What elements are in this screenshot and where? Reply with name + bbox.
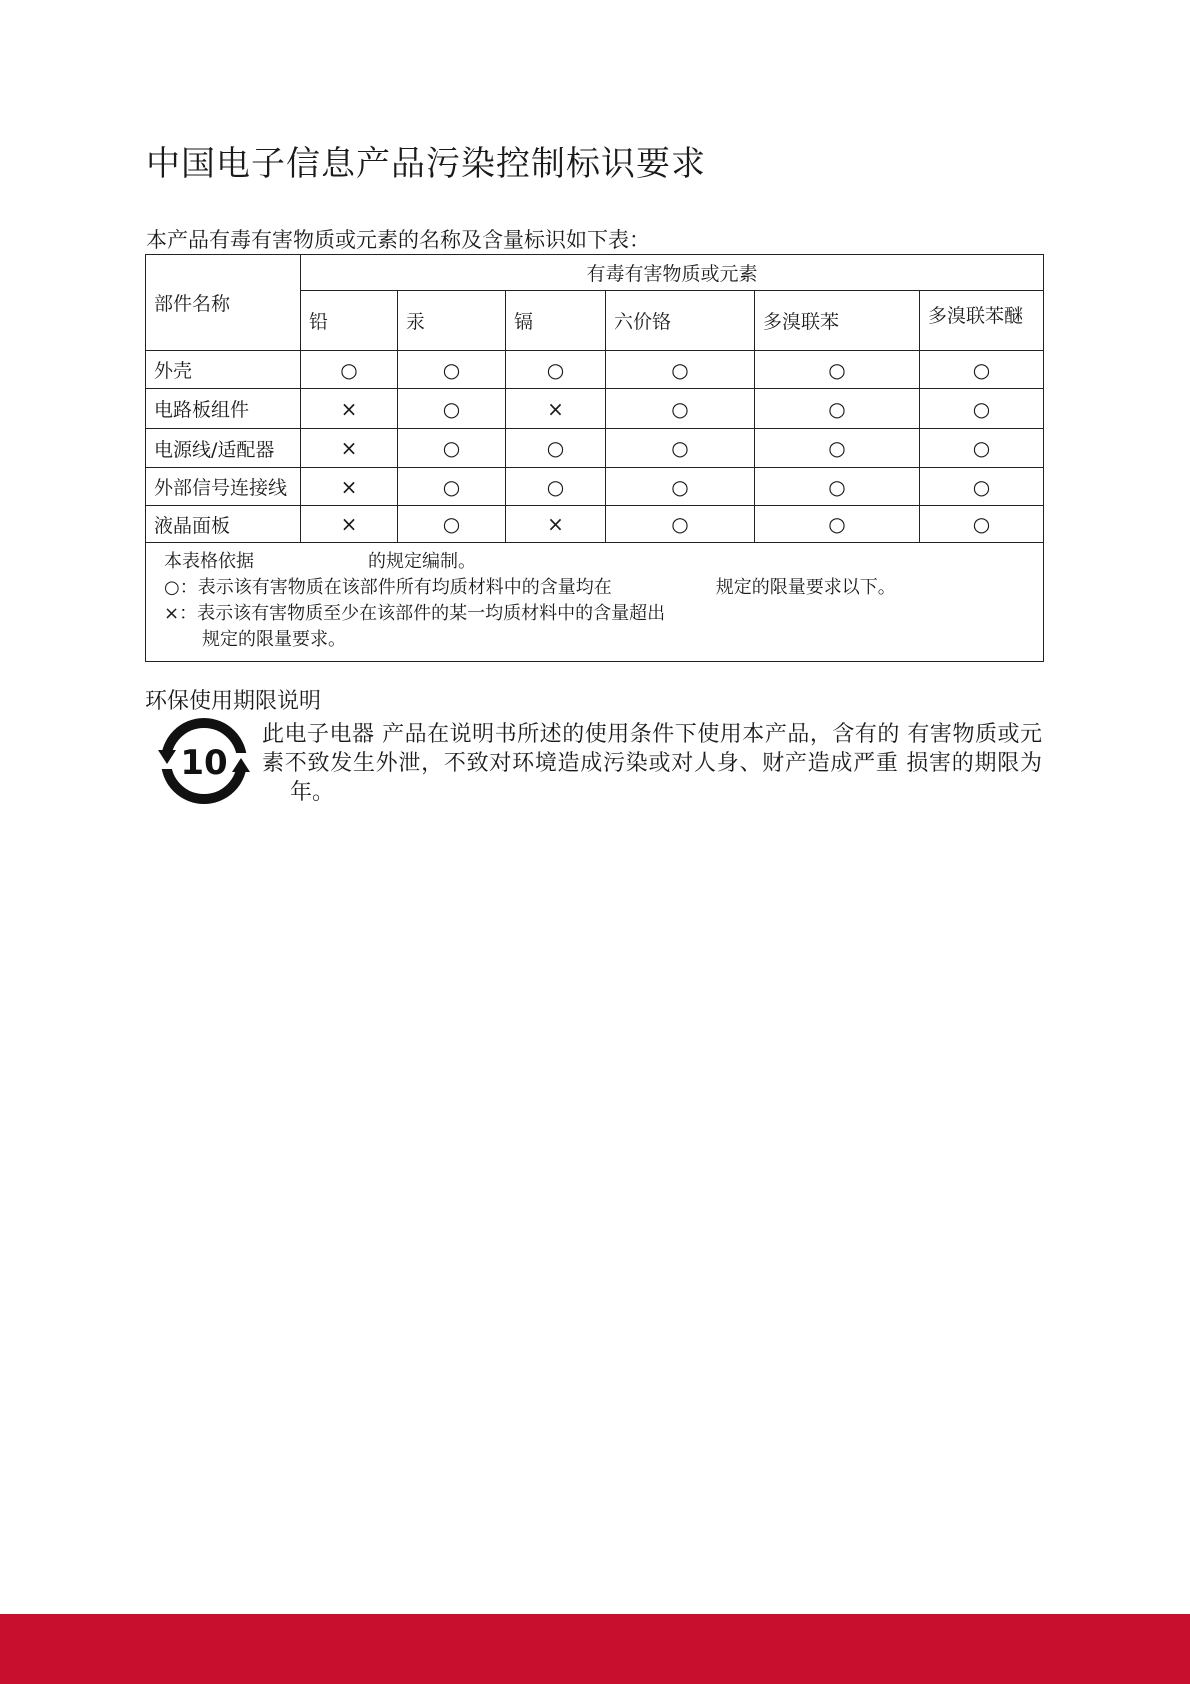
mark-cell: ○ <box>301 351 398 389</box>
mark-cell: ○ <box>920 389 1044 429</box>
substance-header: 六价铬 <box>606 291 755 351</box>
table-row <box>146 506 1044 543</box>
mark-cell: ○ <box>755 506 920 543</box>
part-name: 外壳 <box>146 351 301 389</box>
mark-cell: ○ <box>755 389 920 429</box>
mark-cell: ○ <box>920 506 1044 543</box>
mark-cell: ○ <box>755 351 920 389</box>
substance-header: 汞 <box>398 291 506 351</box>
mark-cell: × <box>301 468 398 506</box>
mark-cell: ○ <box>920 429 1044 468</box>
note-circle-prefix: ○：表示该有害物质在该部件所有均质材料中的含量均在 <box>164 577 612 598</box>
mark-cell: ○ <box>506 429 606 468</box>
mark-cell: ○ <box>398 429 506 468</box>
mark-cell: × <box>506 506 606 543</box>
substance-header: 多溴联苯 <box>755 291 920 351</box>
table-intro: 本产品有毒有害物质或元素的名称及含量标识如下表： <box>146 228 650 252</box>
mark-cell: ○ <box>506 351 606 389</box>
period-heading: 环保使用期限说明 <box>145 689 322 714</box>
mark-cell: ○ <box>606 429 755 468</box>
substance-header: 多溴联苯醚 <box>920 291 1044 351</box>
mark-cell: ○ <box>920 468 1044 506</box>
mark-cell: ○ <box>755 429 920 468</box>
table-row <box>146 468 1044 506</box>
table-row <box>146 351 1044 389</box>
mark-cell: ○ <box>920 351 1044 389</box>
logo-number: 10 <box>180 743 228 783</box>
page-title: 中国电子信息产品污染控制标识要求 <box>146 144 706 184</box>
mark-cell: ○ <box>606 389 755 429</box>
mark-cell: ○ <box>398 506 506 543</box>
mark-cell: ○ <box>398 389 506 429</box>
mark-cell: × <box>506 389 606 429</box>
mark-cell: ○ <box>606 351 755 389</box>
mark-cell: ○ <box>606 468 755 506</box>
part-name: 液晶面板 <box>146 506 301 543</box>
substance-header: 镉 <box>506 291 606 351</box>
mark-cell: ○ <box>398 351 506 389</box>
note-basis <box>164 549 1025 575</box>
note-cross: ×：表示该有害物质至少在该部件的某一均质材料中的含量超出 <box>164 603 666 624</box>
part-name-header: 部件名称 <box>146 255 301 351</box>
note-basis-suffix: 的规定编制。 <box>368 551 476 572</box>
mark-cell: × <box>301 389 398 429</box>
substance-group-header: 有毒有害物质或元素 <box>301 255 1044 291</box>
note-cross-continued: 规定的限量要求。 <box>202 629 346 650</box>
table-row <box>146 389 1044 429</box>
substance-header: 铅 <box>301 291 398 351</box>
period-statement <box>262 720 1042 807</box>
period-statement-end: 年。 <box>290 780 335 805</box>
hazardous-substance-table <box>145 254 1044 662</box>
footer-color-bar <box>0 1614 1190 1684</box>
part-name: 电路板组件 <box>146 389 301 429</box>
table-row <box>146 429 1044 468</box>
mark-cell: ○ <box>606 506 755 543</box>
note-circle-suffix: 规定的限量要求以下。 <box>715 577 896 598</box>
mark-cell: × <box>301 429 398 468</box>
note-circle <box>164 575 1025 601</box>
mark-cell: ○ <box>398 468 506 506</box>
environmental-use-period-logo <box>158 718 250 804</box>
part-name: 外部信号连接线 <box>146 468 301 506</box>
mark-cell: × <box>301 506 398 543</box>
part-name: 电源线/适配器 <box>146 429 301 468</box>
table-notes-row <box>146 543 1044 662</box>
table-notes <box>146 543 1044 662</box>
period-statement-text: 此电子电器 产品在说明书所述的使用条件下使用本产品，含有的 有害物质或元素不致发生外泄，不致对环境造成污染或对人身、财产造成严重 损害的期限为 <box>262 722 1042 776</box>
mark-cell: ○ <box>755 468 920 506</box>
note-basis-prefix: 本表格依据 <box>164 551 254 572</box>
mark-cell: ○ <box>506 468 606 506</box>
